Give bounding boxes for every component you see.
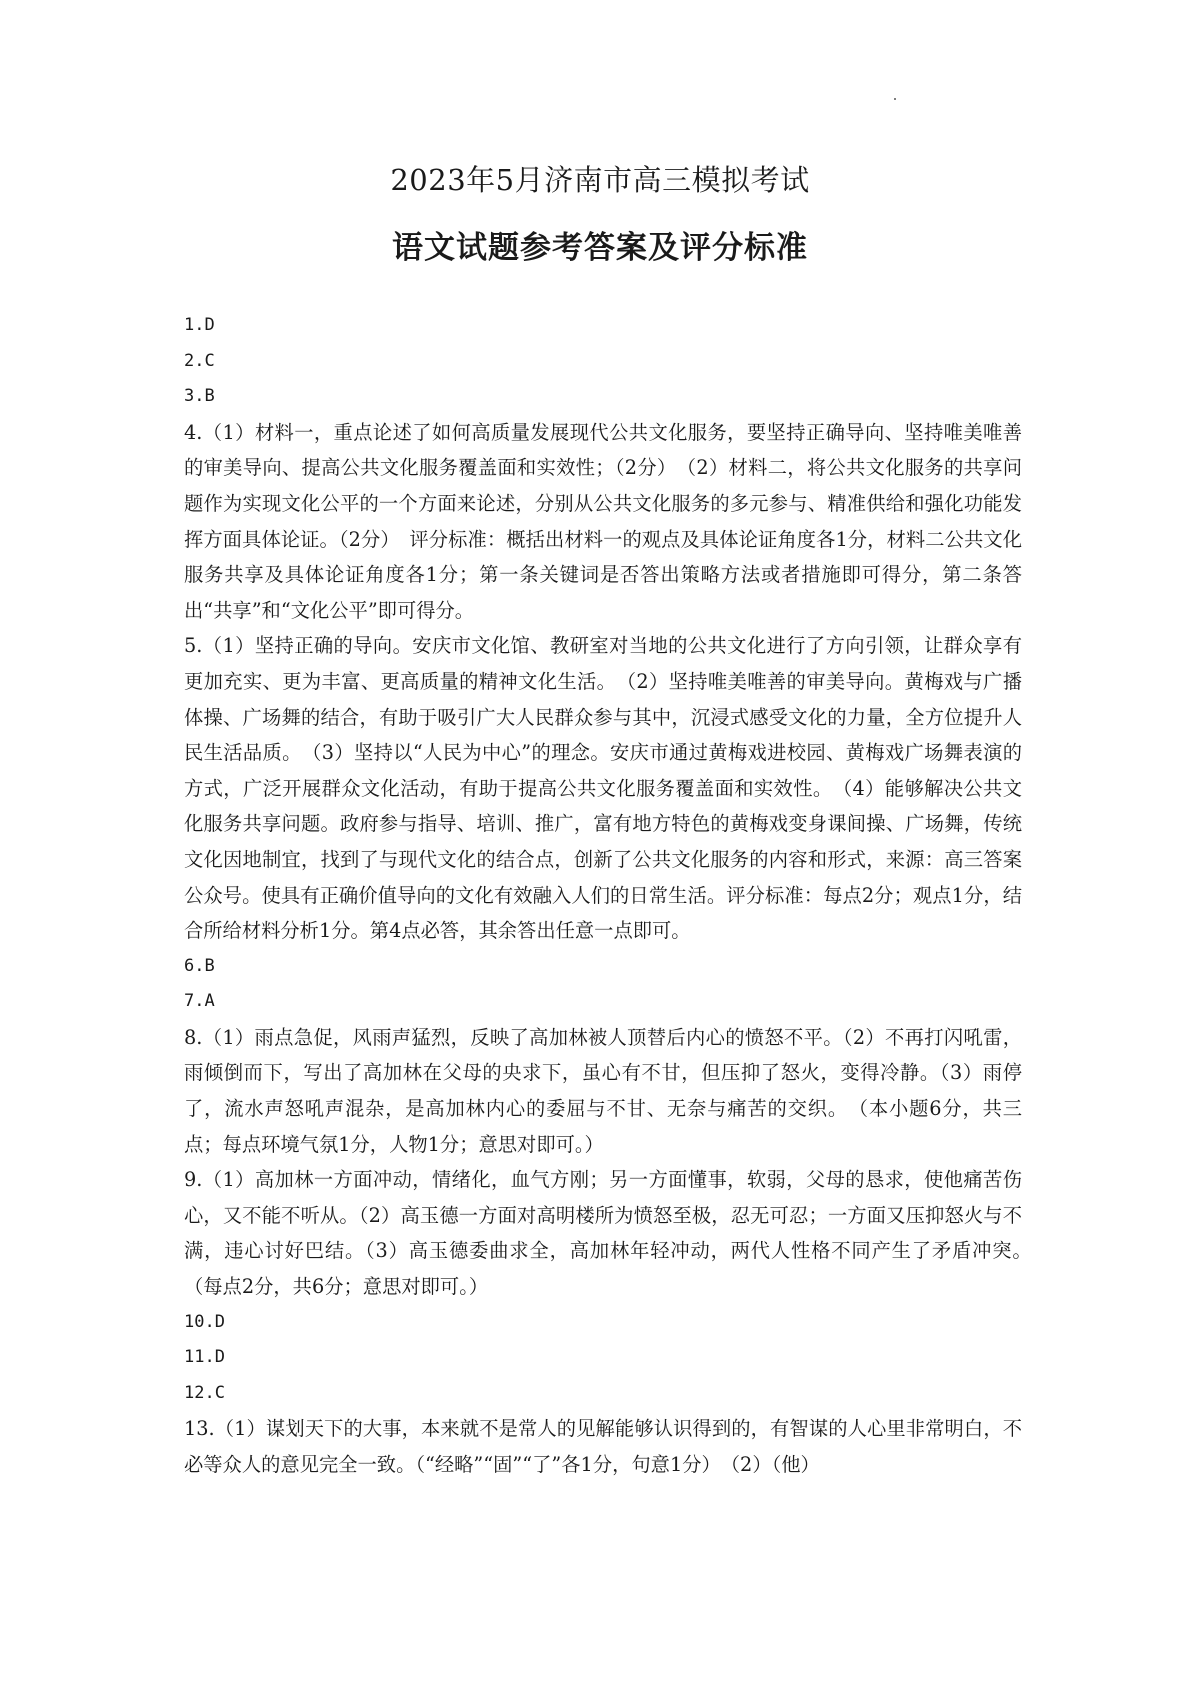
answer-item: 2.C — [184, 350, 215, 371]
answer-list — [184, 308, 1042, 1483]
answer-item: 1.D — [184, 315, 215, 335]
exam-title: 2023年5月济南市高三模拟考试 — [390, 163, 810, 197]
answer-item: 4.（1）材料一，重点论述了如何高质量发展现代公共文化服务，要坚持正确导向、坚持唯美唯善的审美导向、提高公共文化服务覆盖面和实效性；（2分） （2）材料二，将公共文化服务的共享问题作为实现文化公平的一个方面来论述，分别从公共文化服务的多元参与、精准供给和强化功能发挥方面具体论证。（2分） 评分标准：概括出材料一的观点及具体论证角度各1分，材料二公共文化服务共享及具体论证角度各1分；第一条关键词是否答出策略方法或者措施即可得分，第二条答出“共享”和“文化公平”即可得分。 — [184, 420, 1022, 622]
answer-item: 11.D — [184, 1347, 225, 1368]
answer-item: 6.B — [184, 955, 215, 976]
answer-item: 9.（1）高加林一方面冲动，情绪化，血气方刚；另一方面懂事，软弱，父母的恳求，使他痛苦伤心，又不能不听从。（2）高玉德一方面对高明楼所为愤怒至极，忍无可忍；一方面又压抑怒火与不满，违心讨好巴结。（3）高玉德委曲求全，高加林年轻冲动，两代人性格不同产生了矛盾冲突。 （每点2分，共6分；意思对即可。） — [184, 1168, 1042, 1299]
scan-dot — [894, 98, 896, 100]
answer-item: 12.C — [184, 1382, 225, 1403]
answer-item: 7.A — [184, 991, 215, 1012]
answer-item: 8.（1）雨点急促，风雨声猛烈，反映了高加林被人顶替后内心的愤怒不平。（2）不再打闪吼雷，雨倾倒而下，写出了高加林在父母的央求下，虽心有不甘，但压抑了怒火，变得冷静。（3）雨停了，流水声怒吼声混杂，是高加林内心的委屈与不甘、无奈与痛苦的交织。 （本小题6分，共三点；每点环境气氛1分，人物1分；意思对即可。） — [184, 1025, 1022, 1156]
answer-item: 13.（1）谋划天下的大事，本来就不是常人的见解能够认识得到的，有智谋的人心里非常明白，不必等众人的意见完全一致。（“经略”“固”“了”各1分，句意1分） （2）（他） — [184, 1417, 1022, 1476]
answer-item: 10.D — [184, 1311, 225, 1332]
answer-key-title: 语文试题参考答案及评分标准 — [392, 230, 808, 266]
answer-item: 5.（1）坚持正确的导向。安庆市文化馆、教研室对当地的公共文化进行了方向引领，让群众享有更加充实、更为丰富、更高质量的精神文化生活。 （2）坚持唯美唯善的审美导向。黄梅戏与广播体操、广场舞的结合，有助于吸引广大人民群众参与其中，沉浸式感受文化的力量，全方位提升人民生活品质。 （3）坚持以“人民为中心”的理念。安庆市通过黄梅戏进校园、黄梅戏广场舞表演的方式，广泛开展群众文化活动，有助于提高公共文化服务覆盖面和实效性。 （4）能够解决公共文化服务共享问题。政府参与指导、培训、推广，富有地方特色的黄梅戏变身课间操、广场舞，传统文化因地制宜，找到了与现代文化的结合点，创新了公共文化服务的内容和形式，来源：高三答案公众号。使具有正确价值导向的文化有效融入人们的日常生活。评分标准：每点2分；观点1分，结合所给材料分析1分。第4点必答，其余答出任意一点即可。 — [184, 634, 1022, 943]
answer-item: 3.B — [184, 386, 215, 407]
